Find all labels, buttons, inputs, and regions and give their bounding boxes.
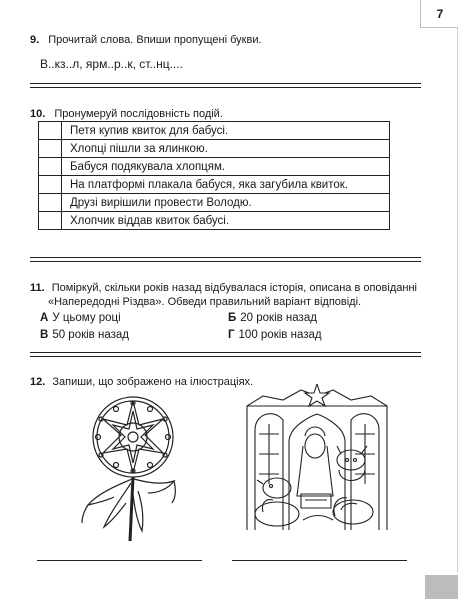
separator bbox=[30, 257, 421, 262]
option-letter: В bbox=[40, 329, 49, 341]
answer-line-2[interactable] bbox=[232, 560, 407, 561]
option-a[interactable] bbox=[40, 312, 121, 324]
separator bbox=[30, 352, 421, 357]
q12-number: 12. bbox=[30, 376, 46, 388]
table-row bbox=[39, 158, 390, 176]
option-letter: Б bbox=[228, 312, 237, 324]
event-text: Друзі вирішили провести Володю. bbox=[62, 194, 390, 212]
q11-number: 11. bbox=[30, 282, 45, 294]
table-row bbox=[39, 140, 390, 158]
order-number-cell[interactable] bbox=[39, 194, 62, 212]
q9-text: Прочитай слова. Впиши пропущені букви. bbox=[48, 34, 262, 46]
option-text: У цьому році bbox=[52, 312, 121, 324]
answer-line-1[interactable] bbox=[37, 560, 202, 561]
q12-prompt bbox=[30, 376, 253, 388]
option-h[interactable] bbox=[228, 329, 322, 341]
option-letter: А bbox=[40, 312, 49, 324]
table-row bbox=[39, 194, 390, 212]
separator bbox=[30, 83, 421, 88]
events-table bbox=[38, 121, 390, 230]
corner-tab bbox=[425, 575, 458, 599]
nativity-scene-icon bbox=[243, 384, 391, 534]
order-number-cell[interactable] bbox=[39, 212, 62, 230]
q10-number: 10. bbox=[30, 108, 46, 120]
event-text: На платформі плакала бабуся, яка загубила квиток. bbox=[62, 176, 390, 194]
q9-words[interactable]: В..кз..л, ярм..р..к, ст..нц.... bbox=[40, 57, 183, 71]
option-b[interactable] bbox=[228, 312, 317, 324]
q12-text: Запиши, що зображено на ілюстраціях. bbox=[52, 376, 254, 388]
option-text: 20 років назад bbox=[240, 312, 317, 324]
event-text: Петя купив квиток для бабусі. bbox=[62, 122, 390, 140]
christmas-star-icon bbox=[58, 393, 208, 543]
table-row bbox=[39, 122, 390, 140]
table-row bbox=[39, 176, 390, 194]
q10-text: Пронумеруй послідовність подій. bbox=[54, 108, 223, 120]
event-text: Хлопці пішли за ялинкою. bbox=[62, 140, 390, 158]
table-row bbox=[39, 212, 390, 230]
page-number: 7 bbox=[420, 0, 458, 28]
order-number-cell[interactable] bbox=[39, 122, 62, 140]
q9-prompt bbox=[30, 34, 262, 46]
option-text: 100 років назад bbox=[238, 329, 322, 341]
order-number-cell[interactable] bbox=[39, 176, 62, 194]
q10-prompt bbox=[30, 108, 223, 120]
order-number-cell[interactable] bbox=[39, 140, 62, 158]
q11-line1: Поміркуй, скільки років назад відбувалася історія, описана в оповіданні bbox=[51, 282, 417, 294]
option-v[interactable] bbox=[40, 329, 129, 341]
event-text: Бабуся подякувала хлопцям. bbox=[62, 158, 390, 176]
event-text: Хлопчик віддав квиток бабусі. bbox=[62, 212, 390, 230]
option-text: 50 років назад bbox=[52, 329, 129, 341]
q11-prompt bbox=[30, 282, 420, 294]
q11-line2: «Напередодні Різдва». Обведи правильний варіант відповіді. bbox=[48, 296, 362, 308]
option-letter: Г bbox=[228, 329, 235, 341]
order-number-cell[interactable] bbox=[39, 158, 62, 176]
q9-number: 9. bbox=[30, 34, 40, 46]
